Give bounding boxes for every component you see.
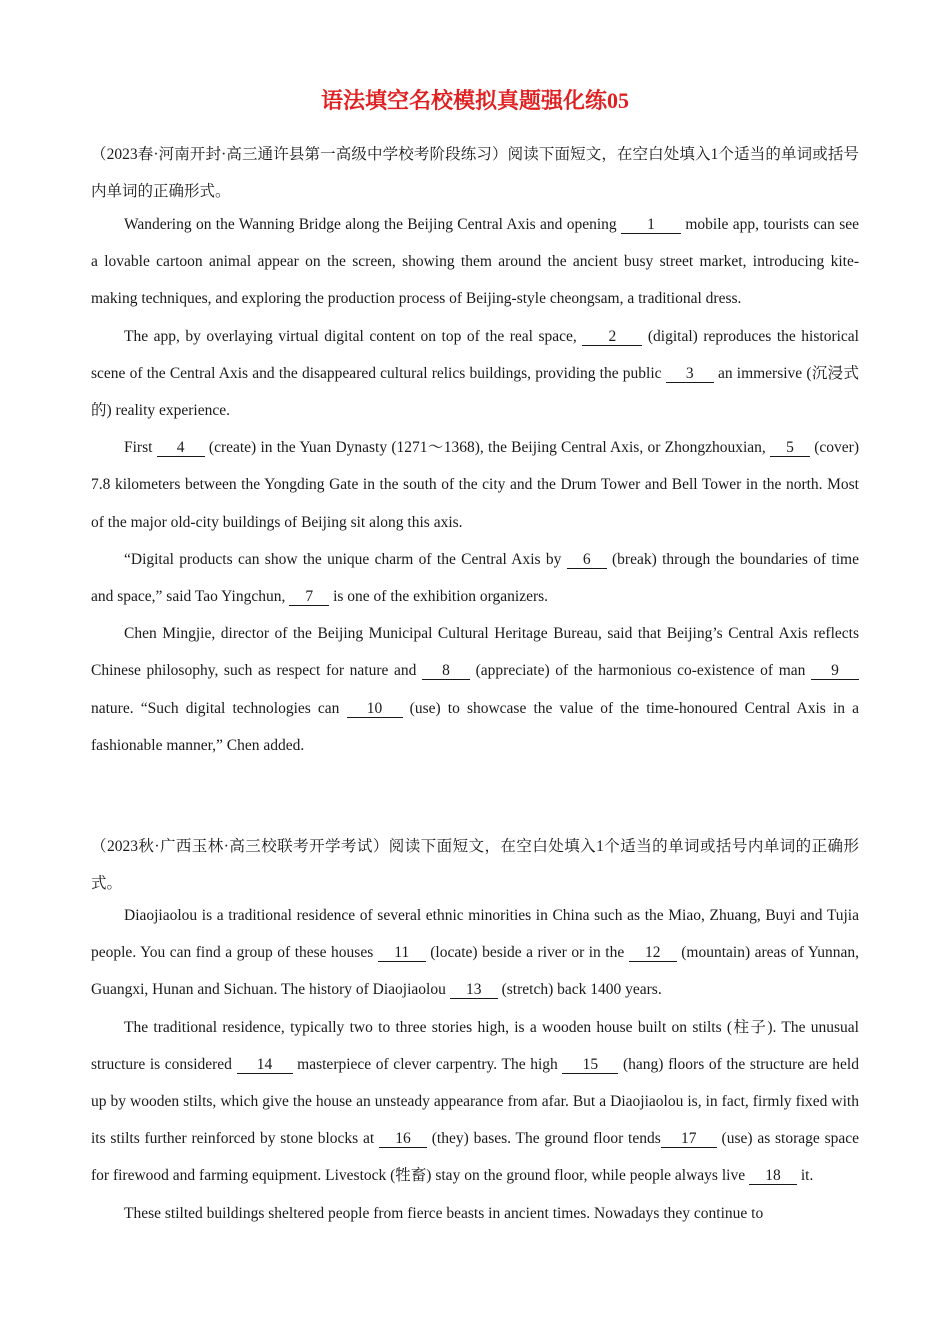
text-span: Chen Mingjie, director of the Beijing Municipal Cultural Heritage Bureau, said that Beijing’s Central Axis reflects Chinese philosophy, such as respect for nature and	[91, 625, 859, 680]
passage-2-paragraph-2	[91, 1009, 859, 1195]
text-span: (they) bases. The ground floor tends	[426, 1130, 661, 1148]
text-span: masterpiece of clever carpentry. The high	[292, 1055, 563, 1073]
text-span: it.	[796, 1167, 814, 1185]
text-span: mobile app, tourists can see a lovable cartoon animal appear on the screen, showing them around the ancient busy street market, introducing kite-making techniques, and exploring the production process of Beijing-style cheongsam, a traditional dress.	[91, 216, 859, 308]
text-span: (use) to showcase the value of the time-honoured Central Axis in a fashionable manner,” Chen added.	[91, 699, 860, 754]
passage-1-paragraph-4	[91, 541, 859, 615]
text-span: The traditional residence, typically two to three stories high, is a wooden house built on stilts (柱子). The unusual structure is considered	[91, 1018, 859, 1073]
blank-9[interactable]: 9	[811, 663, 859, 680]
passage-2-paragraph-1	[91, 897, 859, 1009]
text-span: (create) in the Yuan Dynasty (1271～1368), the Beijing Central Axis, or Zhongzhouxian,	[204, 439, 771, 457]
text-span: These stilted buildings sheltered people from fierce beasts in ancient times. Nowadays they continue to	[124, 1204, 764, 1222]
page-title: 语法填空名校模拟真题强化练05	[320, 88, 629, 113]
blank-5[interactable]: 5	[770, 440, 810, 457]
blank-7[interactable]: 7	[289, 589, 329, 606]
blank-17[interactable]: 17	[661, 1131, 717, 1148]
blank-4[interactable]: 4	[157, 440, 205, 457]
text-span: an immersive (沉浸式的) reality experience.	[91, 364, 859, 420]
text-span: (break) through the boundaries of time and space,” said Tao Yingchun,	[91, 550, 859, 606]
text-span: “Digital products can show the unique charm of the Central Axis by	[124, 550, 567, 568]
text-span: (locate) beside a river or in the	[425, 944, 629, 962]
section-1-instructions: （2023春·河南开封·高三通许县第一高级中学校考阶段练习）阅读下面短文，在空白处填入1个适当的单词或括号内单词的正确形式。	[91, 146, 859, 200]
blank-12[interactable]: 12	[629, 945, 677, 962]
passage-2-paragraph-3	[91, 1195, 859, 1232]
text-span: (mountain) areas of Yunnan, Guangxi, Hunan and Sichuan. The history of Diaojiaolou	[91, 944, 860, 999]
text-span: (appreciate) of the harmonious co-existence of man	[470, 662, 811, 680]
passage-1-paragraph-2	[91, 318, 859, 430]
blank-11[interactable]: 11	[378, 945, 426, 962]
text-span: (use) as storage space for firewood and farming equipment. Livestock (牲畜) stay on the ground floor, while people always live	[91, 1130, 859, 1185]
blank-16[interactable]: 16	[379, 1131, 427, 1148]
passage-1-paragraph-5	[91, 615, 859, 764]
passage-1-paragraph-3	[91, 429, 859, 541]
blank-2[interactable]: 2	[582, 329, 642, 346]
blank-13[interactable]: 13	[450, 982, 498, 999]
text-span: The app, by overlaying virtual digital content on top of the real space,	[124, 327, 583, 345]
blank-15[interactable]: 15	[562, 1057, 618, 1074]
text-span: (digital) reproduces the historical scene of the Central Axis and the disappeared cultural relics buildings, providing the public	[91, 327, 859, 382]
blank-14[interactable]: 14	[237, 1057, 293, 1074]
blank-18[interactable]: 18	[749, 1168, 797, 1185]
text-span: Wandering on the Wanning Bridge along the Beijing Central Axis and opening	[124, 216, 622, 233]
passage-2	[91, 897, 859, 1232]
blank-10[interactable]: 10	[347, 701, 403, 718]
text-span: Diaojiaolou is a traditional residence of several ethnic minorities in China such as the Miao, Zhuang, Buyi and Tujia people. You can find a group of these houses	[91, 907, 859, 962]
blank-6[interactable]: 6	[567, 552, 607, 569]
blank-8[interactable]: 8	[422, 663, 470, 680]
passage-1	[91, 206, 859, 764]
text-span: is one of the exhibition organizers.	[329, 588, 549, 606]
text-span: (hang) floors of the structure are held up by wooden stilts, which give the house an unsteady appearance from afar. But a Diaojiaolou is, in fact, firmly fixed with its stilts further reinforced by stone blocks at	[91, 1055, 859, 1148]
text-span: First	[124, 439, 157, 457]
text-span: (cover) 7.8 kilometers between the Yongding Gate in the south of the city and the Drum Tower and Bell Tower in the north. Most of the major old-city buildings of Beijing sit along this axis.	[91, 439, 859, 531]
text-span: nature. “Such digital technologies can	[91, 699, 347, 717]
text-span: (stretch) back 1400 years.	[497, 981, 662, 999]
blank-3[interactable]: 3	[666, 366, 714, 383]
passage-1-paragraph-1	[91, 206, 859, 318]
blank-1[interactable]: 1	[621, 217, 681, 234]
section-2-instructions: （2023秋·广西玉林·高三校联考开学考试）阅读下面短文，在空白处填入1个适当的单词或括号内单词的正确形式。	[91, 838, 859, 892]
